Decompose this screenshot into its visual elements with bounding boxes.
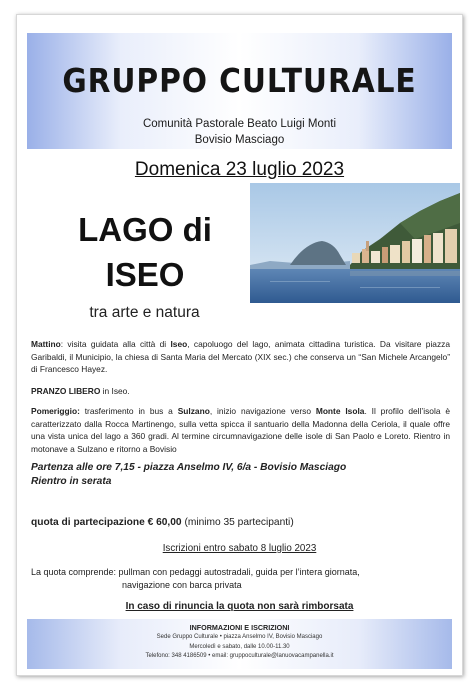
footer-band <box>27 619 452 669</box>
event-title-line1: LAGO di <box>78 211 212 248</box>
org-name: Comunità Pastorale Beato Luigi Monti <box>142 118 337 130</box>
registration-deadline: Iscrizioni entro sabato 8 luglio 2023 <box>162 543 317 554</box>
afternoon-text-a: trasferimento in bus a <box>79 406 178 416</box>
lunch-text: in Iseo. <box>100 386 130 396</box>
lake-photo-illustration <box>250 183 460 303</box>
afternoon-sulzano: Sulzano <box>177 406 210 416</box>
return: Rientro in serata <box>31 475 112 487</box>
lunch-label: PRANZO LIBERO <box>31 386 101 396</box>
footer-contacts: Telefono: 348 4186509 • email: gruppoculturale@lanuovacampanella.it <box>145 653 334 659</box>
event-title <box>55 207 235 297</box>
event-title-line2: ISEO <box>105 256 185 293</box>
footer-address: Sede Gruppo Culturale • piazza Anselmo IV, Bovisio Masciago <box>156 634 323 640</box>
morning-text-b: , capoluogo del lago, animata cittadina turistica. Da visitare piazza Garibaldi, il Municipio, la chiesa di Santa Maria del Mercato (XIX sec.) che conserva un “San Michele Arcangelo” di Francesco Hayez. <box>31 339 450 374</box>
program-afternoon <box>31 405 450 455</box>
flyer-page <box>16 14 463 676</box>
afternoon-text-b: , inizio navigazione verso <box>209 406 316 416</box>
footer-title: INFORMAZIONI E ISCRIZIONI <box>189 623 290 632</box>
flyer-title: GRUPPO CULTURALE <box>62 61 417 100</box>
fee <box>31 517 450 528</box>
departure: Partenza alle ore 7,15 - piazza Anselmo IV, 6/a - Bovisio Masciago <box>31 462 347 473</box>
includes-line1: La quota comprende: pullman con pedaggi autostradali, guida per l’intera giornata, <box>31 567 360 577</box>
fee-note: (minimo 35 partecipanti) <box>181 517 294 528</box>
event-date: Domenica 23 luglio 2023 <box>134 159 345 180</box>
departure-info <box>31 461 450 488</box>
program-morning <box>31 338 450 376</box>
refund-policy: In caso di rinuncia la quota non sarà rimborsata <box>125 601 354 612</box>
afternoon-label: Pomeriggio: <box>31 406 80 416</box>
lake-photo <box>250 183 460 303</box>
afternoon-text-c: . Il profilo dell’isola è caratterizzato dalla Rocca Martinengo, sulla vetta spicca il santuario della Madonna della Ceriola, il quale offre una vista unica del lago a 360 gradi. Al termine circumnavigazione delle isole di San Paolo e Loreto. Rientro in motonave a Sulzano e ritorno a Bovisio <box>31 406 450 454</box>
morning-label: Mattino <box>31 339 61 349</box>
fee-includes <box>31 566 450 592</box>
afternoon-monteisola: Monte Isola <box>315 406 365 416</box>
header-band <box>27 33 452 149</box>
org-town: Bovisio Masciago <box>194 134 285 146</box>
organization <box>27 116 452 148</box>
fee-label: quota di partecipazione € 60,00 <box>31 517 182 528</box>
event-tagline: tra arte e natura <box>89 304 200 321</box>
program-lunch <box>31 385 450 398</box>
morning-iseo: Iseo <box>170 339 188 349</box>
footer-hours: Mercoledì e sabato, dalle 10.00-11.30 <box>189 643 290 650</box>
morning-text-a: : visita guidata alla città di <box>60 339 171 349</box>
includes-line2: navigazione con barca privata <box>122 580 242 590</box>
